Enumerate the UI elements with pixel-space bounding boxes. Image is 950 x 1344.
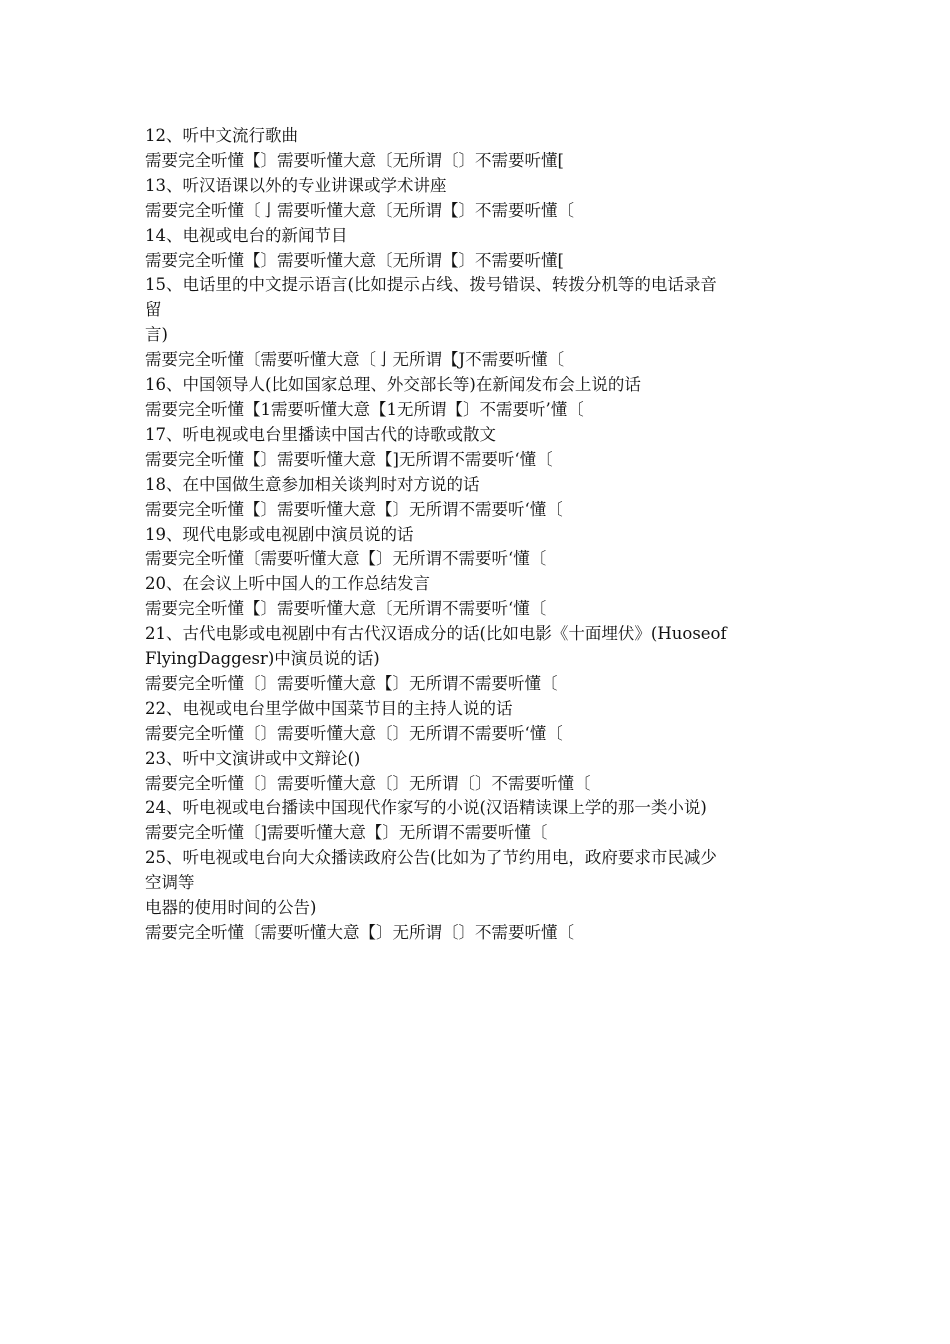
question-13-title: 13、听汉语课以外的专业讲课或学术讲座 [145, 175, 447, 195]
question-19-title: 19、现代电影或电视剧中演员说的话 [145, 524, 414, 544]
question-17-options: 需要完全听懂【〕需要听懂大意【]无所谓不需要听‘懂〔 [145, 449, 553, 469]
question-21-title: 21、古代电影或电视剧中有古代汉语成分的话(比如电影《十面埋伏》(Huoseof [145, 624, 727, 644]
question-12-title: 12、听中文流行歌曲 [145, 126, 298, 145]
question-21-options: 需要完全听懂〔〕需要听懂大意【〕无所谓不需要听懂〔 [145, 673, 558, 693]
question-25-options: 需要完全听懂〔需要听懂大意【〕无所谓〔〕不需要听懂〔 [145, 923, 574, 942]
question-15-title-cont-1: 留 [145, 300, 162, 320]
question-24-title: 24、听电视或电台播读中国现代作家写的小说(汉语精读课上学的那一类小说) [145, 798, 707, 818]
question-14-options: 需要完全听懂【〕需要听懂大意〔无所谓【〕不需要听懂[ [145, 250, 564, 270]
question-25-title-cont-1: 空调等 [145, 873, 195, 893]
question-24-options: 需要完全听懂〔]需要听懂大意【〕无所谓不需要听懂〔 [145, 823, 548, 843]
question-13-options: 需要完全听懂〔亅需要听懂大意〔无所谓【〕不需要听懂〔 [145, 200, 574, 220]
question-16-options: 需要完全听懂【1需要听懂大意【1无所谓【〕不需要听’懂〔 [145, 399, 584, 419]
question-12-options: 需要完全听懂【〕需要听懂大意〔无所谓〔〕不需要听懂[ [145, 150, 564, 170]
question-25-title-cont-2: 电器的使用时间的公告) [145, 898, 317, 918]
question-21-title-cont: FlyingDaggesr)中演员说的话) [145, 649, 380, 669]
question-23-options: 需要完全听懂〔〕需要听懂大意〔〕无所谓〔〕不需要听懂〔 [145, 773, 591, 793]
question-25-title: 25、听电视或电台向大众播读政府公告(比如为了节约用电，政府要求市民减少 [145, 848, 717, 868]
question-15-title: 15、电话里的中文提示语言(比如提示占线、拨号错误、转拨分机等的电话录音 [145, 275, 717, 295]
question-15-options: 需要完全听懂〔需要听懂大意〔亅无所谓【J不需要听懂〔 [145, 350, 565, 370]
question-18-title: 18、在中国做生意参加相关谈判时对方说的话 [145, 474, 480, 494]
question-20-options: 需要完全听懂【〕需要听懂大意〔无所谓不需要听‘懂〔 [145, 599, 547, 619]
question-18-options: 需要完全听懂【〕需要听懂大意【〕无所谓不需要听‘懂〔 [145, 499, 563, 519]
question-16-title: 16、中国领导人(比如国家总理、外交部长等)在新闻发布会上说的话 [145, 375, 641, 395]
question-23-title: 23、听中文演讲或中文辩论() [145, 748, 361, 768]
document-body [145, 124, 817, 946]
question-15-title-cont-2: 言) [145, 325, 168, 345]
question-22-title: 22、电视或电台里学做中国菜节目的主持人说的话 [145, 698, 513, 718]
question-17-title: 17、听电视或电台里播读中国古代的诗歌或散文 [145, 424, 496, 444]
question-19-options: 需要完全听懂〔需要听懂大意【〕无所谓不需要听‘懂〔 [145, 549, 547, 569]
question-14-title: 14、电视或电台的新闻节目 [145, 225, 348, 245]
question-20-title: 20、在会议上听中国人的工作总结发言 [145, 574, 430, 594]
question-22-options: 需要完全听懂〔〕需要听懂大意〔〕无所谓不需要听‘懂〔 [145, 723, 563, 743]
